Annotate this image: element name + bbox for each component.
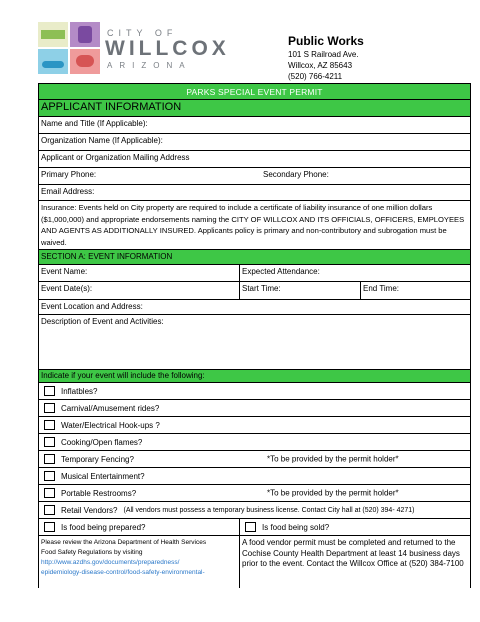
retail-checkbox[interactable] [44,505,55,515]
page-header [0,0,480,84]
event-name-field[interactable]: Event Name: [41,267,88,276]
music-label: Musical Entertainment? [61,471,145,481]
description-row[interactable] [39,315,470,370]
food-prepared-cell [39,519,239,535]
primary-phone-field[interactable]: Primary Phone: [41,170,97,179]
event-dates-row[interactable] [39,282,470,300]
food-safety-line1: Please review the Arizona Department of Health Services [41,539,207,546]
section-a-heading: SECTION A: EVENT INFORMATION [41,252,173,261]
food-sold-checkbox[interactable] [245,522,256,532]
food-vendor-permit-info: A food vendor permit must be completed and returned to the Cochise County Health Department at least 14 business days prior to the event. Contact the Willcox Office at (520) 384-7100 [239,536,470,588]
logo-tile-orchard [38,22,68,47]
event-dates-field[interactable]: Event Date(s): [41,284,93,293]
food-sold-label: Is food being sold? [262,522,330,532]
restrooms-label: Portable Restrooms? [61,488,137,498]
logo-city-of: CITY OF [107,28,178,38]
cooking-checkbox[interactable] [44,437,55,447]
secondary-phone-field[interactable]: Secondary Phone: [263,170,329,179]
form-title-row [39,84,470,100]
food-prepared-label: Is food being prepared? [61,522,146,532]
email-field[interactable]: Email Address: [41,187,95,196]
city-logo [38,22,100,74]
insurance-text: Insurance: Events held on City property are required to include a certificate of liability insurance of one million dollars ($1,000,000) and appropriate endorsements naming the CITY OF WILLCOX AND ITS OFFICIALS, OFFICERS, EMPLOYEES AND AGENTS AS ADDITIONALLY INSURED. Applicants policy is primary and non-contributory and subrogation must be waived. [41,203,465,247]
mailing-row[interactable] [39,151,470,168]
logo-state: ARIZONA [107,61,192,70]
name-title-field[interactable]: Name and Title (If Applicable): [41,119,148,128]
food-safety-line2: Food Safety Regulations by visiting [41,549,143,556]
checkbox-row-hookups [39,417,470,434]
checkbox-row-carnival [39,400,470,417]
checkbox-row-cooking [39,434,470,451]
checkbox-row-fencing [39,451,470,468]
applicant-heading-row [39,100,470,117]
expected-attendance-field[interactable]: Expected Attendance: [239,265,470,281]
retail-note: (All vendors must possess a temporary business license. Contact City hall at (520) 394- 4271) [123,506,415,514]
checkbox-row-restrooms [39,485,470,502]
include-heading-row [39,370,470,383]
food-question-row [39,519,470,536]
organization-row[interactable] [39,134,470,151]
food-prepared-checkbox[interactable] [44,522,55,532]
email-row[interactable] [39,185,470,201]
checkbox-row-inflatables [39,383,470,400]
fencing-checkbox[interactable] [44,454,55,464]
checkbox-row-music [39,468,470,485]
inflatables-label: Inflatbles? [61,386,98,396]
location-row[interactable] [39,300,470,315]
logo-city-name: WILLCOX [105,37,230,60]
department-name: Public Works [288,34,364,48]
contact-phone: (520) 766-4211 [288,72,343,81]
event-name-row[interactable] [39,265,470,282]
food-safety-link-line2[interactable]: epidemiology-disease-control/food-safety-environmental- [41,569,205,576]
permit-form [38,83,471,588]
restrooms-note: *To be provided by the permit holder* [267,488,399,498]
food-info-row [39,536,470,588]
food-sold-cell [239,519,470,535]
hookups-label: Water/Electrical Hook-ups ? [61,420,160,430]
description-field[interactable]: Description of Event and Activities: [41,317,164,326]
organization-field[interactable]: Organization Name (If Applicable): [41,136,163,145]
carnival-label: Carnival/Amusement rides? [61,403,160,413]
name-title-row[interactable] [39,117,470,134]
logo-tile-fruit [70,49,100,74]
start-time-field[interactable]: Start Time: [239,282,360,299]
fencing-label: Temporary Fencing? [61,454,134,464]
retail-label: Retail Vendors? [61,505,118,515]
fencing-note: *To be provided by the permit holder* [267,454,399,464]
contact-address: 101 S Railroad Ave. [288,50,359,59]
phone-row[interactable] [39,168,470,185]
form-title: PARKS SPECIAL EVENT PERMIT [186,87,323,97]
end-time-field[interactable]: End Time: [360,282,470,299]
include-heading: Indicate if your event will include the following: [41,371,205,380]
section-a-heading-row [39,250,470,265]
hookups-checkbox[interactable] [44,420,55,430]
restrooms-checkbox[interactable] [44,488,55,498]
contact-city-state-zip: Willcox, AZ 85643 [288,61,353,70]
contact-block [288,34,468,82]
food-safety-info [39,536,239,588]
checkbox-row-retail [39,502,470,519]
food-safety-link-line1[interactable]: http://www.azdhs.gov/documents/preparedness/ [41,559,180,566]
carnival-checkbox[interactable] [44,403,55,413]
logo-tile-grapes [70,22,100,47]
applicant-heading: APPLICANT INFORMATION [41,101,182,113]
insurance-row [39,201,470,250]
cooking-label: Cooking/Open flames? [61,437,143,447]
location-field[interactable]: Event Location and Address: [41,302,143,311]
music-checkbox[interactable] [44,471,55,481]
inflatables-checkbox[interactable] [44,386,55,396]
logo-tile-water [38,49,68,74]
mailing-address-field[interactable]: Applicant or Organization Mailing Address [41,153,190,162]
